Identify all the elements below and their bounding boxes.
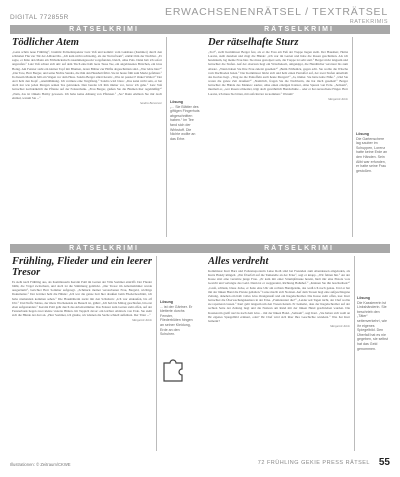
story-4-answer-text: Die Kassiererin ist Linkshänderin. Sie beschrieb den „Täter“ seitenverkehrt, wie ihr eigenes Spiegelbild. Den Überfall hat es nie gegeben, sie selbst hat das Geld genommen.	[357, 300, 388, 351]
story-3-answer	[160, 300, 194, 337]
band-label-4: RÄTSELKRIMI	[264, 245, 334, 252]
story-2-answer-label: Lösung	[356, 132, 369, 136]
story-3	[12, 256, 152, 453]
header-code: DIGITAL 772855R	[10, 14, 69, 21]
story-3-answer-text: ... ist der Gärtner. Er kletterte durchs Fenster, Fliederblüten hingen an seiner Kleidung, Erde an den Schuhen.	[160, 304, 193, 337]
band-label-1: RÄTSELKRIMI	[69, 26, 139, 33]
header-subtitle: RATEKRIMIS	[349, 19, 388, 25]
story-2-answer	[356, 132, 389, 173]
page-number: 55	[378, 457, 390, 468]
story-1-title: Tödlicher Atem	[12, 37, 79, 48]
footer-title: 72 FRÜHLING GEKIE PRESS RÄTSEL	[257, 460, 370, 466]
divider	[354, 256, 355, 451]
header	[165, 6, 388, 25]
story-1-answer	[170, 100, 200, 141]
story-1-text: „Ganz schön neue Frühling“, brummt Polizeiinspektor Lutz Voß und kommt: vom Gutshaus (Kammer) durch den schmalen Flur zur Tür der Altbauvilla. „Ich kam nicht rechtzeitig, als der Notruf kam“, erklärt ihm der Nachbar. „Er sagte, er hätte den Mann am Frühstückstisch zusammengesackt vorgefunden, bleich, ohne Puls. Dann hab ich sofort angerufen.“ Lutz Voß schaut sich um: auf dem Tisch eine halb leere Tasse Tee, ein angebissenes Brötchen, ein Glas Honig. Am Fenster steht ein kleiner Topf mit Blumen, deren Blätter zur Hälfte abgeschnitten sind. „Wer lebte hier?“ „Der Tote, Herr Berger, und seine Nichte Sandra, die ihm den Haushalt führt. Sie ist heute früh zum Markt gefahren.“ In diesem Moment hält ein Wagen vor dem Haus. Sandra Berger stürzt herein: „Was ist passiert? Onkel Walter!“ Der Arzt hebt den Kopf: „Atemlähmung. Ich vermute eine Vergiftung.“ Sandra wird blass: „Das kann nicht sein, er hat doch nur wie jeden Morgen seinen Tee getrunken. Den bereite ich ihm immer vor, bevor ich gehe.“ Lutz Voß betrachtet nachdenklich die Pflanze auf der Fensterbank. „Frau Berger, gießen Sie die Blumen hier regelmäßig?“ „Nein, das ist Onkels Hobby gewesen. Ich habe keine Ahnung von Pflanzen.“ „So? Dann erklären Sie mir doch einmal, warum Sie ...“	[12, 50, 162, 100]
story-4-title: Alles verdreht	[208, 256, 269, 267]
story-2-title: Der rätselhafte Sturz	[208, 37, 299, 48]
puzzle-piece-icon	[160, 355, 188, 383]
band-label-3: RÄTSELKRIMI	[69, 245, 139, 252]
story-3-credit: Margarete Klein	[132, 318, 152, 323]
divider	[156, 256, 157, 451]
story-2	[208, 37, 348, 237]
story-2-answer-text: Die Gartenschere lag sauber im Schuppen, Lorenz hatte keine Erde an den Händen. Sein Alibi war erfunden, er hatte seine Frau gestoßen.	[356, 136, 388, 173]
story-3-text: Es sieht nach Frühling aus, als Kommissarin Kerstin Pohl im Garten der Villa Sommer eintrifft. Der Flieder blüht, die Vögel zwitschern, und doch ist die Stimmung gedrückt. „Der Tresor im Arbeitszimmer wurde ausgeräumt“, berichtet Herr Sommer aufgeregt. „Schmuck meiner verstorbenen Frau, Bargeld, wichtige Dokumente.“ Der Gärtner hebt die Hände: „Ich war die ganze Zeit hier draußen beim Fliederbeschnitt, ich habe niemanden kommen sehen.“ Die Haushälterin zuckt mit den Schultern: „Ich war einkaufen, bis elf Uhr.“ Und Neffe Tobias, der übers Wochenende zu Besuch ist, gähnt: „Ich hab bis Mittag geschlafen, bin erst eben aufgestanden.“ Kerstin Pohl geht durch das Arbeitszimmer. Das Fenster zum Garten steht offen, auf der Fensterbank liegen zwei kleine violette Blüten. Im Teppich davor: ein leichter Abdruck von Erde. Sie sieht sich die Hände der drei an. „Herr Sommer, ich glaube, wir können die Sache schnell aufklären. Der Täter ...“	[12, 280, 152, 318]
header-title: ERWACHSENENRÄTSEL / TEXTRÄTSEL	[165, 6, 388, 18]
footer-credit: Illustrationen: © Zeitraum/CKWE	[10, 462, 71, 467]
story-2-credit: Margarete Klein	[328, 96, 348, 101]
story-1	[12, 37, 162, 240]
story-1-answer-label: Lösung	[170, 100, 183, 104]
story-4-text: Kommissar Kurt Barz und Polizeireporterin Luise Roth sind bei Freunden zum Abendessen eingeladen, als Kurts Handy klingelt. „Ein Überfall auf die Tankstelle an der Ecke“, sagt er knapp. „Wir fahren hin.“ An der Kasse sitzt eine verstörte junge Frau. „Er kam mit einer Strumpfmaske herein, hielt mir eine Pistole vors Gesicht und verlangte das Geld. Dann ist er weggerannt, Richtung Bahnhof.“ „Können Sie ihn beschreiben?“ „Groß, schlank, blaue Jacke, er hatte eine Uhr am rechten Handgelenk, das weiß ich noch genau. Und er hat mit der linken Hand die Pistole gehalten.“ Luise macht sich Notizen. Auf dem Tresen liegt eine aufgeschlagene Zeitung, daneben ein halb volles Glas Orangensaft und ein Kugelschreiber. Die Kasse steht offen, leer. Kurt betrachtet die Überwachungskamera in der Ecke. „Funktioniert die?“ „Leider seit Tagen nicht, der Chef wollte sie reparieren lassen.“ Kurt geht langsam um den Tresen herum. Er bemerkt, dass der Kugelschreiber auf der rechten Seite der Zeitung liegt und die Notizen am Rand mit der linken Hand geschrieben wurden. Die Kassiererin greift nervös nach dem Glas – mit der linken Hand. „Seltsam“, sagt Kurt. „Sie haben sich wohl an Ihr eigenes Spiegelbild erinnert, oder? Ihr Chef wird sich über Ihre Geschichte wundern.“ Was hat Kurt bemerkt?	[208, 269, 350, 323]
story-2-text: „Tot!“, stellt Kommissar Berger fest, als er die Frau am Fuß der Treppe liegen sieht. Der Hausherr, Heinz Lorenz, steht daneben und ringt die Hände: „Ich war im Garten und habe die Rosen geschnitten. Als ich hereinkam, lag meine Frau hier. Sie muss gestolpert sein, die Treppe ist sehr steil.“ Berger nickt langsam und betrachtet die Stufen. Auf der obersten liegt ein Wäschekorb, umgekippt, die Handtücher verstreut bis zum Absatz. „Wann haben Sie Ihre Frau zuletzt gesehen?“ „Beim Frühstück, gegen acht. Sie wollte die Wäsche vom Dachboden holen.“ Der Kommissar bückt sich und hebt einen Pantoffel auf, der zwei Stufen unterhalb des Korbes liegt. „Trug sie die Pantoffeln auch heute Morgen?“ „Ja, immer. Sie hatte kalte Füße.“ „Und Sie waren die ganze Zeit draußen?“ „Natürlich, fragen Sie die Nachbarin, die hat mich gesehen!“ Berger betrachtet die Hände des Mannes: sauber, ohne einen einzigen Kratzer, ohne Spuren von Erde. „Seltsam“, murmelt er, „wer Rosen schneidet, trägt doch gewöhnlich Handschuhe – oder er hat zerstochene Finger. Herr Lorenz, ich muss Sie bitten, mit aufs Revier zu kommen.“ Warum?	[208, 50, 348, 96]
story-3-answer-label: Lösung	[160, 300, 173, 304]
story-4-answer	[357, 296, 390, 351]
story-3-title: Frühling, Flieder und ein leerer Tresor	[12, 256, 152, 278]
story-1-answer-text: „... Sie Blätter des giftigen Fingerhuts abgeschnitten haben.“ Im Tee fand sich der Wirkstoff. Die Nichte wollte an das Erbe.	[170, 104, 200, 141]
band-label-2: RÄTSELKRIMI	[264, 26, 334, 33]
story-1-credit: Sandra Beeeeeeee	[140, 100, 162, 105]
story-4-answer-label: Lösung	[357, 296, 370, 300]
divider	[166, 37, 167, 237]
story-4	[208, 256, 350, 453]
divider	[352, 37, 353, 237]
story-4-credit: Margarete Klein	[330, 324, 350, 329]
